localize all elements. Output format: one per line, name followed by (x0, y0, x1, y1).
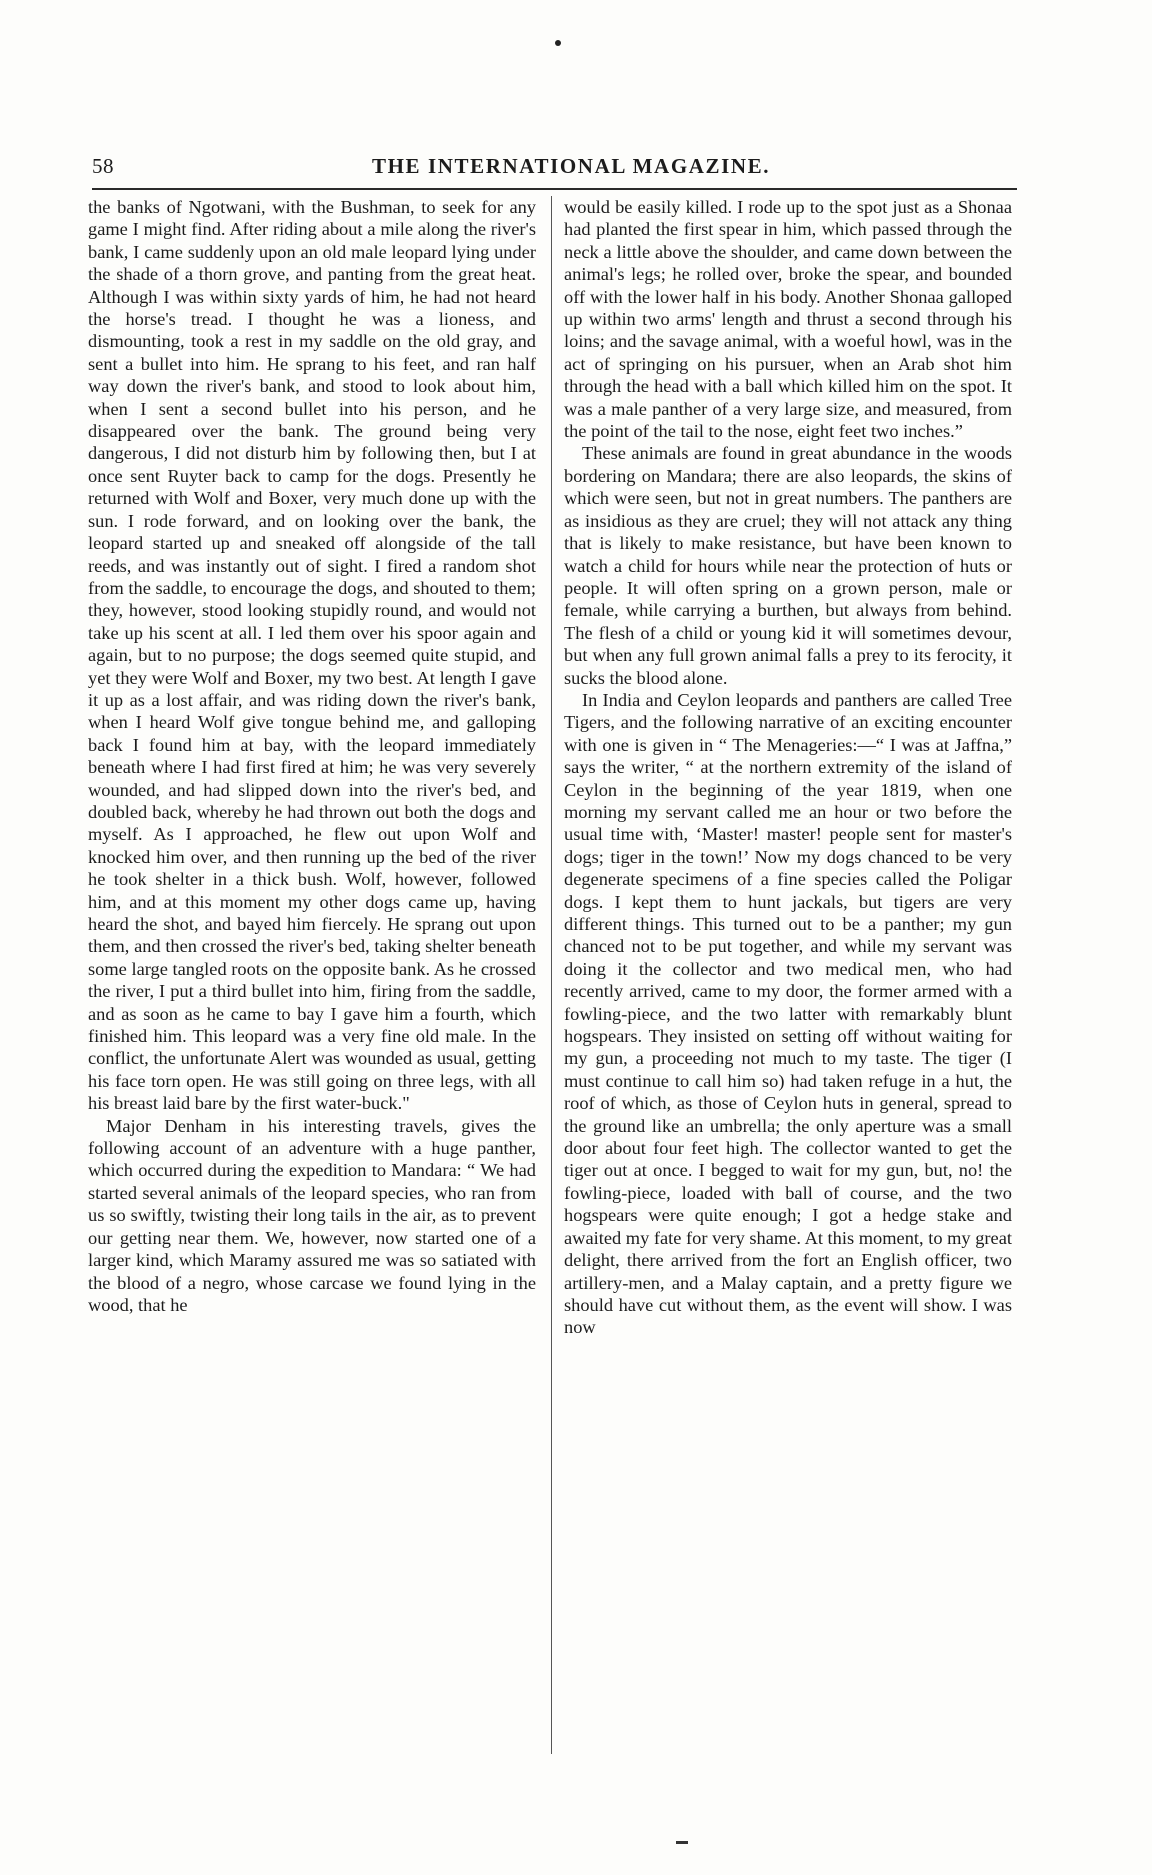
page-number: 58 (92, 154, 114, 178)
running-title: THE INTERNATIONAL MAGAZINE. (372, 154, 771, 178)
right-paragraph-1: would be easily killed. I rode up to the spot just as a Shonaa had planted the first spear in him, which passed through the neck a little above the shoulder, and came down between the animal's legs; he rolled over, broke the spear, and bounded off with the lower half in his body. Another Shonaa galloped up within two arms' length and thrust a second through his loins; and the savage animal, with a woeful howl, was in the act of springing on his pursuer, when an Arab shot him through the head with a ball which killed him on the spot. It was a male panther of a very large size, and measured, from the point of the tail to the nose, eight feet two inches.” (564, 197, 1012, 442)
page-header (92, 150, 1017, 184)
ink-smudge-mark (676, 1841, 688, 1844)
header-rule (92, 188, 1017, 190)
right-column (564, 196, 1012, 1339)
column-divider (551, 196, 552, 1754)
left-paragraph-2: Major Denham in his interesting travels, gives the following account of an adventure with a huge panther, which occurred during the expedition to Mandara: “ We had started several animals of the leopard species, who ran from us so swiftly, twisting their long tails in the air, as to prevent our getting near them. We, however, now started one of a larger kind, which Maramy assured me was so satiated with the blood of a negro, whose carcase we found lying in the wood, that he (88, 1115, 536, 1315)
left-paragraph-1: the banks of Ngotwani, with the Bushman, to seek for any game I might find. After riding about a mile along the river's bank, I came suddenly upon an old male leopard lying under the shade of a thorn grove, and panting from the great heat. Although I was within sixty yards of him, he had not heard the horse's tread. I thought he was a lioness, and dismounting, took a rest in my saddle on the old gray, and sent a bullet into him. He sprang to his feet, and ran half way down the river's bank, and stood to look about him, when I sent a second bullet into his person, and he disappeared over the bank. The ground being very dangerous, I did not disturb him by following then, but I at once sent Ruyter back to camp for the dogs. Presently he returned with Wolf and Boxer, very much done up with the sun. I rode forward, and on looking over the bank, the leopard started up and sneaked off alongside of the tall reeds, and was instantly out of sight. I fired a random shot from the saddle, to encourage the dogs, and shouted to them; they, however, stood looking stupidly round, and would not take up his scent at all. I led them over his spoor again and again, but to no purpose; the dogs seemed quite stupid, and yet they were Wolf and Boxer, my two best. At length I gave it up as a lost affair, and was riding down the river's bank, when I heard Wolf give tongue behind me, and galloping back I found him at bay, with the leopard immediately beneath where I had first fired at him; he was very severely wounded, and had slipped down into the river's bed, and doubled back, whereby he had thrown out both the dogs and myself. As I approached, he flew out upon Wolf and knocked him over, and then running up the bed of the river he took shelter in a thick bush. Wolf, however, followed him, and at this moment my other dogs came up, having heard the shot, and bayed him fiercely. He sprang out upon them, and then crossed the river's bed, taking shelter beneath some large tangled roots on the opposite bank. As he crossed the river, I put a third bullet into him, firing from the saddle, and as soon as he came to bay I gave him a fourth, which finished him. This leopard was a very fine old male. In the conflict, the unfortunate Alert was wounded as usual, getting his face torn open. He was still going on three legs, with all his breast laid bare by the first water-buck." (88, 197, 536, 1114)
right-paragraph-2: These animals are found in great abundance in the woods bordering on Mandara; there are also leopards, the skins of which were seen, but not in great numbers. The panthers are as insidious as they are cruel; they will not attack any thing that is likely to make resistance, but have been known to watch a child for hours while near the protection of huts or people. It will often spring on a grown person, male or female, while carrying a burthen, but always from behind. The flesh of a child or young kid it will sometimes devour, but when any full grown animal falls a prey to its ferocity, it sucks the blood alone. (564, 443, 1012, 688)
left-column (88, 196, 536, 1316)
ink-dot-mark (555, 40, 561, 46)
right-paragraph-3: In India and Ceylon leopards and panthers are called Tree Tigers, and the following narrative of an exciting encounter with one is given in “ The Menageries:—“ I was at Jaffna,” says the writer, “ at the northern extremity of the island of Ceylon in the beginning of the year 1819, when one morning my servant called me an hour or two before the usual time with, ‘Master! master! people sent for master's dogs; tiger in the town!’ Now my dogs chanced to be very degenerate specimens of a fine species called the Poligar dogs. I kept them to hunt jackals, but tigers are very different things. This turned out to be a panther; my gun chanced not to be put together, and while my servant was doing it the collector and two medical men, who had recently arrived, came to my door, the former armed with a fowling-piece, and the two latter with remarkably blunt hogspears. They insisted on setting off without waiting for my gun, a proceeding not much to my taste. The tiger (I must continue to call him so) had taken refuge in a hut, the roof of which, as those of Ceylon huts in general, spread to the ground like an umbrella; the only aperture was a small door about four feet high. The collector wanted to get the tiger out at once. I begged to wait for my gun, but, no! the fowling-piece, loaded with ball of course, and the two hogspears were quite enough; I got a hedge stake and awaited my fate for very shame. At this moment, to my great delight, there arrived from the fort an English officer, two artillery-men, and a Malay captain, and a pretty figure we should have cut without them, as the event will show. I was now (564, 689, 1012, 1338)
